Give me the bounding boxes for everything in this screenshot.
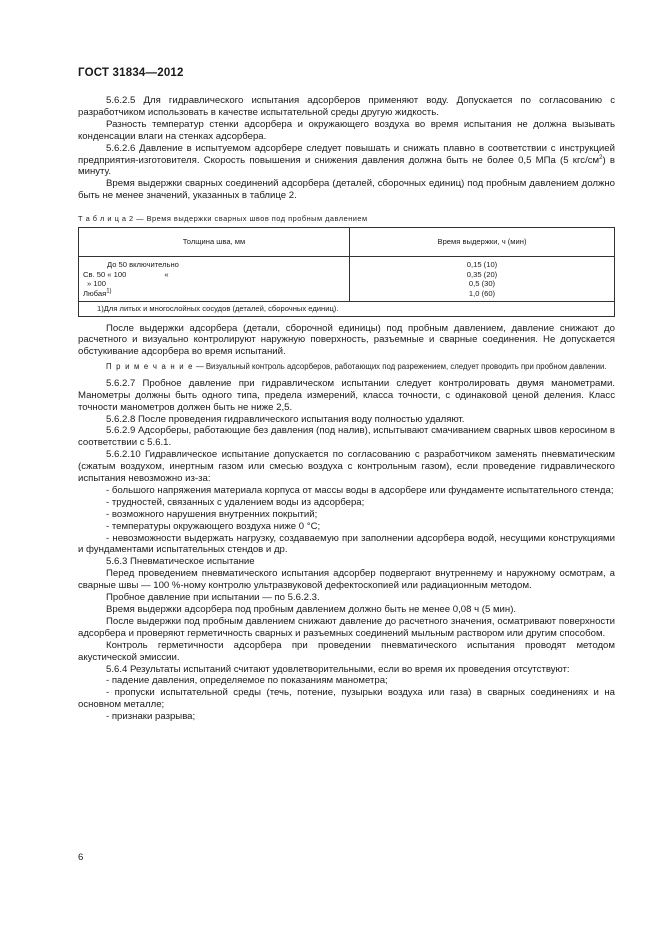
paragraph: 5.6.2.8 После проведения гидравлического испытания воду полностью удаляют. bbox=[106, 413, 465, 425]
superscript: 2 bbox=[599, 154, 603, 161]
table-row bbox=[79, 257, 615, 302]
list-item: - температуры окружающего воздуха ниже 0 °С; bbox=[106, 520, 321, 532]
page-content bbox=[78, 95, 615, 723]
paragraph: Время выдержки адсорбера под пробным давлением должно быть не менее 0,08 ч (5 мин). bbox=[106, 604, 517, 615]
table-2 bbox=[78, 227, 615, 317]
paragraph: 5.6.4 Результаты испытаний считают удовлетворительными, если во время их проведения отсутствуют: bbox=[106, 663, 570, 675]
text-run: Любая bbox=[83, 288, 107, 298]
list-item: - невозможности выдержать нагрузку, создаваемую при заполнении адсорбера водой, несущими конструкциями и фундаментами испытательных стендов и др. bbox=[78, 532, 615, 556]
paragraph: 5.6.2.7 Пробное давление при гидравлическом испытании следует контролировать двумя манометрами. Манометры должны быть одного типа, предела измерений, класса точности, с одинаковой ценой деления. Класс точности манометров должен быть не ниже 2,5. bbox=[78, 377, 615, 413]
paragraph: Разность температур стенки адсорбера и окружающего воздуха во время испытания не должна вызывать конденсации влаги на стенках адсорбера. bbox=[78, 118, 615, 142]
paragraph: 5.6.2.10 Гидравлическое испытание допускается по согласованию с разработчиком заменять пневматическим (сжатым воздухом, инертным газом или смесью воздуха с контрольным газом), если проведение гидравлического испытания невозможно из-за: bbox=[78, 449, 615, 485]
thickness-value: До 50 включительно bbox=[107, 260, 179, 270]
time-value: 1,0 (60) bbox=[468, 288, 496, 298]
thickness-cell bbox=[79, 257, 350, 302]
thickness-value bbox=[83, 289, 345, 299]
table-footnote: 1)Для литых и многослойных сосудов (деталей, сборочных единиц). bbox=[79, 302, 615, 317]
text-run: 5.6.2.6 Давление в испытуемом адсорбере следует повышать и снижать плавно в соответствии с инструкцией предприятия-изготовителя. Скорость повышения и снижения давления должна быть не более 0,5 МПа (5 кгс/см bbox=[78, 142, 615, 166]
list-item: - трудностей, связанных с удалением воды из адсорбера; bbox=[106, 496, 365, 508]
thickness-value bbox=[83, 270, 345, 280]
time-value: 0,5 (30) bbox=[468, 279, 496, 289]
document-header: ГОСТ 31834—2012 bbox=[78, 67, 184, 79]
paragraph: 5.6.2.5 Для гидравлического испытания адсорберов применяют воду. Допускается по согласованию с разработчиком использовать в качестве испытательной среды другую жидкость. bbox=[78, 95, 615, 118]
paragraph: Контроль герметичности адсорбера при проведении пневматического испытания проводят методом акустической эмиссии. bbox=[78, 639, 615, 663]
column-header-thickness: Толщина шва, мм bbox=[79, 228, 350, 257]
text-run: ) в минуту. bbox=[78, 154, 615, 178]
time-value: 0,35 (20) bbox=[466, 269, 498, 279]
paragraph: 5.6.2.9 Адсорберы, работающие без давления (под налив), испытывают смачиванием сварных швов керосином в соответствии с 5.6.1. bbox=[78, 425, 615, 449]
note bbox=[78, 362, 615, 373]
table-header-row bbox=[79, 228, 615, 257]
list-item: - признаки разрыва; bbox=[106, 711, 196, 723]
note-label: П р и м е ч а н и е bbox=[106, 362, 194, 372]
time-value: 0,15 (10) bbox=[466, 260, 498, 270]
text-run: « bbox=[164, 269, 169, 279]
list-item: - возможного нарушения внутренних покрытий; bbox=[106, 508, 318, 520]
table-caption: Т а б л и ц а 2 — Время выдержки сварных швов под пробным давлением bbox=[78, 214, 368, 224]
text-run: Св. 50 « 100 bbox=[83, 269, 127, 279]
paragraph: Перед проведением пневматического испытания адсорбер подвергают внутреннему и наружному осмотрам, а сварные швы — 100 %-ному контролю ультразвуковой дефектоскопией или радиационным методом. bbox=[78, 568, 615, 592]
paragraph: После выдержки адсорбера (детали, сборочной единицы) под пробным давлением, давление снижают до расчетного и визуально контролируют наружную поверхность, разъемные и сварные соединения. Не допускается обстукивание адсорбера во время испытаний. bbox=[78, 322, 615, 358]
note-text: — Визуальный контроль адсорберов, работающих под разрежением, следует проводить при пробном давлении. bbox=[193, 362, 607, 372]
page-number: 6 bbox=[78, 852, 84, 863]
section-heading: 5.6.3 Пневматическое испытание bbox=[106, 556, 255, 568]
time-cell bbox=[350, 257, 615, 302]
footnote-marker: 1) bbox=[106, 288, 112, 295]
paragraph: После выдержки под пробным давлением снижают давление до расчетного значения, осматривают поверхности адсорбера и проверяют герметичность сварных и разъемных соединений мыльным раствором или другим способом. bbox=[78, 615, 615, 639]
list-item: - большого напряжения материала корпуса от массы воды в адсорбере или фундаменте испытательного стенда; bbox=[106, 484, 614, 496]
list-item: - пропуски испытательной среды (течь, потение, пузырьки воздуха или газа) в сварных соединениях и на основном металле; bbox=[78, 687, 615, 711]
paragraph: Время выдержки сварных соединений адсорбера (деталей, сборочных единиц) под пробным давлением должно быть не менее значений, указанных в таблице 2. bbox=[78, 178, 615, 202]
column-header-time: Время выдержки, ч (мин) bbox=[350, 228, 615, 257]
paragraph bbox=[78, 143, 615, 179]
thickness-value: » 100 bbox=[87, 279, 107, 289]
paragraph: Пробное давление при испытании — по 5.6.2.3. bbox=[106, 592, 320, 604]
list-item: - падение давления, определяемое по показаниям манометра; bbox=[106, 675, 388, 687]
table-footnote-row bbox=[79, 302, 615, 317]
